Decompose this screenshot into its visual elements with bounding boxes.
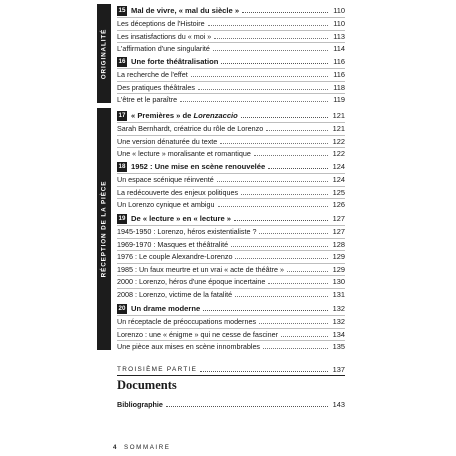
entry-title: Des pratiques théâtrales (117, 82, 195, 92)
toc-entry[interactable] (117, 328, 345, 341)
page-number: 124 (332, 175, 345, 185)
dot-leader (254, 149, 328, 156)
dot-leader (203, 304, 328, 311)
section-number: 17 (118, 111, 126, 119)
dot-leader (220, 137, 328, 144)
dot-leader (242, 6, 328, 13)
dot-leader (235, 252, 328, 259)
entry-title: 1945-1950 : Lorenzo, héros existentialiste ? (117, 227, 257, 237)
page-number: 116 (333, 57, 345, 66)
dot-leader (241, 188, 328, 195)
section-title-work: Lorenzaccio (193, 111, 238, 120)
footer-page-number: 4 (113, 444, 119, 451)
page-number: 132 (332, 317, 345, 327)
toc-entry[interactable] (117, 250, 345, 263)
entry-title: Une version dénaturée du texte (117, 136, 218, 146)
entry-title: Sarah Bernhardt, créatrice du rôle de Lorenzo (117, 124, 264, 134)
part-label: TROISIÈME PARTIE (117, 366, 198, 373)
band-reception (97, 108, 111, 350)
entry-title: 2000 : Lorenzo, héros d'une époque incertaine (117, 277, 266, 287)
section-15 (117, 4, 345, 55)
dot-leader (234, 214, 328, 221)
entry-title: 2008 : Lorenzo, victime de la fatalité (117, 289, 233, 299)
section-title-prefix: « Premières » de (131, 111, 194, 120)
dot-leader (281, 330, 328, 337)
page-number: 116 (333, 70, 345, 80)
page-number: 121 (332, 124, 345, 134)
section-heading[interactable] (117, 212, 345, 225)
section-heading[interactable] (117, 4, 345, 17)
toc-entry[interactable] (117, 315, 345, 328)
section-title: 1952 : Une mise en scène renouvelée (131, 162, 266, 171)
dot-leader (259, 227, 328, 234)
section-19 (117, 212, 345, 300)
dot-leader (198, 83, 328, 90)
entry-title: 1969-1970 : Masques et théâtralité (117, 239, 229, 249)
dot-leader (268, 162, 328, 169)
section-heading[interactable] (117, 302, 345, 315)
toc-entry[interactable] (117, 263, 345, 276)
dot-leader (218, 200, 329, 207)
toc-entry[interactable] (117, 198, 345, 211)
dot-leader (208, 19, 328, 26)
dot-leader (259, 317, 328, 324)
dot-leader (180, 95, 328, 102)
section-number: 19 (118, 214, 126, 222)
entry-title: L'être et le paraître (117, 95, 178, 105)
toc-entry[interactable] (117, 147, 345, 160)
page-number: 122 (332, 149, 345, 159)
band-originalite (97, 4, 111, 103)
page-number: 110 (333, 6, 345, 15)
entry-title: La recherche de l'effet (117, 70, 188, 80)
section-title: De « lecture » en « lecture » (131, 214, 232, 223)
page-number: 126 (332, 200, 345, 210)
entry-title: Bibliographie (117, 400, 163, 409)
dot-leader (263, 342, 328, 349)
toc-entry[interactable] (117, 288, 345, 301)
toc-entry[interactable] (117, 173, 345, 186)
page-number: 125 (332, 187, 345, 197)
page-number: 143 (332, 400, 345, 409)
page-number: 128 (332, 239, 345, 249)
dot-leader (221, 57, 328, 64)
section-heading[interactable] (117, 55, 345, 68)
page-number: 127 (332, 227, 345, 237)
band-originalite-label: ORIGINALITÉ (100, 28, 108, 79)
section-number: 20 (118, 304, 126, 312)
dot-leader (213, 44, 328, 51)
toc-entry[interactable] (117, 17, 345, 30)
page-number: 110 (333, 19, 345, 29)
part-heading[interactable] (117, 364, 345, 376)
entry-title: Une « lecture » moralisante et romantique (117, 149, 251, 159)
toc-entry[interactable] (117, 93, 345, 106)
toc-entry[interactable] (117, 225, 345, 238)
section-heading[interactable] (117, 109, 345, 122)
section-title: Mal de vivre, « mal du siècle » (131, 6, 240, 15)
entry-title: La redécouverte des enjeux politiques (117, 187, 239, 197)
entry-title: Lorenzo : une « énigme » qui ne cesse de fasciner (117, 329, 279, 339)
dot-leader (266, 124, 328, 131)
page-number: 131 (332, 289, 345, 299)
entry-title: Un espace scénique réinventé (117, 175, 214, 185)
dot-leader (214, 32, 328, 39)
entry-title: L'affirmation d'une singularité (117, 44, 210, 54)
page-number: 129 (332, 252, 345, 262)
toc-entry[interactable] (117, 275, 345, 288)
page-number: 122 (332, 136, 345, 146)
page-number: 135 (332, 342, 345, 352)
dot-leader (241, 111, 328, 118)
section-20 (117, 302, 345, 353)
bibliography-entry[interactable] (117, 399, 345, 410)
toc-entry[interactable] (117, 81, 345, 94)
footer-label: SOMMAIRE (124, 444, 171, 451)
entry-title: Un réceptacle de préoccupations modernes (117, 317, 257, 327)
documents-title: Documents (117, 378, 177, 392)
dot-leader (268, 277, 328, 284)
section-heading[interactable] (117, 160, 345, 173)
toc-entry[interactable] (117, 122, 345, 135)
section-18 (117, 160, 345, 211)
page-number: 127 (332, 214, 345, 223)
band-reception-label: RÉCEPTION DE LA PIÈCE (100, 180, 108, 278)
page-number: 132 (332, 304, 345, 313)
toc-entry[interactable] (117, 135, 345, 148)
page-number: 137 (332, 365, 345, 374)
toc-entry[interactable] (117, 238, 345, 251)
page-number: 129 (332, 264, 345, 274)
section-title: Un drame moderne (131, 304, 201, 313)
toc-entry[interactable] (117, 30, 345, 43)
page-footer (113, 444, 171, 451)
entry-title: 1976 : Le couple Alexandre-Lorenzo (117, 252, 233, 262)
toc-entry[interactable] (117, 42, 345, 55)
toc-entry[interactable] (117, 340, 345, 353)
page-number: 113 (333, 31, 345, 41)
page-number: 134 (332, 329, 345, 339)
section-title (131, 111, 238, 120)
section-title: Une forte théâtralisation (131, 57, 219, 66)
dot-leader (191, 70, 328, 77)
toc-entry[interactable] (117, 68, 345, 81)
entry-title: Un Lorenzo cynique et ambigu (117, 200, 215, 210)
page-number: 121 (332, 111, 345, 120)
section-number: 16 (118, 57, 126, 65)
entry-title: 1985 : Un faux meurtre et un vrai « acte de théâtre » (117, 264, 285, 274)
entry-title: Les déceptions de l'Histoire (117, 19, 205, 29)
entry-title: Une pièce aux mises en scène innombrables (117, 342, 261, 352)
section-16 (117, 55, 345, 106)
section-17 (117, 109, 345, 160)
entry-title: Les insatisfactions du « moi » (117, 31, 212, 41)
dot-leader (231, 240, 328, 247)
dot-leader (217, 175, 328, 182)
section-number: 18 (118, 162, 126, 170)
page-number: 130 (332, 277, 345, 287)
dot-leader (166, 400, 328, 407)
dot-leader (235, 290, 328, 297)
section-number: 15 (118, 6, 126, 14)
page-number: 114 (333, 44, 345, 54)
dot-leader (200, 365, 328, 372)
page-number: 124 (332, 162, 345, 171)
page-number: 118 (333, 82, 345, 92)
toc-entry[interactable] (117, 186, 345, 199)
page-number: 119 (333, 95, 345, 105)
dot-leader (287, 265, 328, 272)
